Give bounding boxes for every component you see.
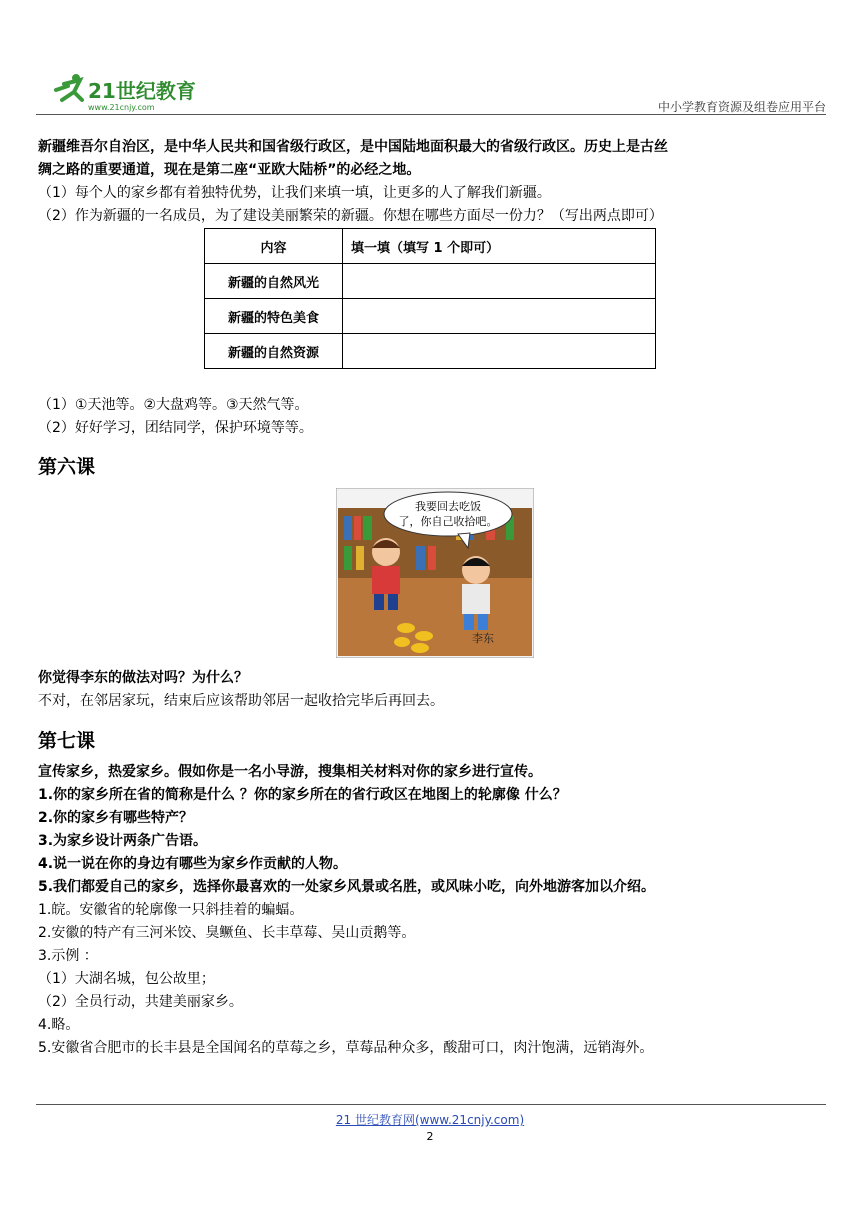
table-row <box>205 264 656 299</box>
lesson-7-answer-3: 3.示例 ： <box>38 948 98 964</box>
table-answer-cell[interactable] <box>343 299 656 334</box>
lesson-6-illustration <box>336 488 534 658</box>
table-row <box>205 334 656 369</box>
xinjiang-answer-2: （2）好好学习，团结同学，保护环境等等。 <box>38 420 313 436</box>
lidong-name-label: 李东 <box>472 632 494 645</box>
page-number: 2 <box>426 1130 434 1143</box>
footer-link[interactable]: 21 世纪教育网(www.21cnjy.com) <box>335 1113 525 1127</box>
table-header-row <box>205 229 656 264</box>
lesson-7-answer-2: 2.安徽的特产有三河米饺、臭鳜鱼、长丰草莓、吴山贡鹅等。 <box>38 925 416 941</box>
lesson-7-intro: 宣传家乡，热爱家乡。假如你是一名小导游，搜集相关材料对你的家乡进行宣传。 <box>38 764 542 780</box>
lesson-7-title: 第七课 <box>38 730 96 752</box>
xinjiang-fill-table <box>204 228 656 369</box>
speech-line-1: 我要回去吃饭 <box>415 500 481 513</box>
logo-url: www.21cnjy.com <box>88 103 155 112</box>
lesson-7-question-4: 4.说一说在你的身边有哪些为家乡作贡献的人物。 <box>38 856 348 872</box>
logo-text: 21世纪教育 <box>88 79 196 103</box>
page-header <box>36 70 826 114</box>
xinjiang-question-2: （2）作为新疆的一名成员，为了建设美丽繁荣的新疆。你想在哪些方面尽一份力？（写出两点即可） <box>38 208 663 224</box>
table-row-label: 新疆的自然风光 <box>205 264 343 299</box>
table-answer-cell[interactable] <box>343 334 656 369</box>
table-row-label: 新疆的特色美食 <box>205 299 343 334</box>
lesson-7-answer-1: 1.皖。安徽省的轮廓像一只斜挂着的蝙蝠。 <box>38 902 304 918</box>
lesson-6-question: 你觉得李东的做法对吗？为什么？ <box>38 670 248 686</box>
xinjiang-intro-line-1: 新疆维吾尔自治区，是中华人民共和国省级行政区，是中国陆地面积最大的省级行政区。历史上是古丝 <box>38 139 668 155</box>
lesson-7-answer-3-1: （1）大湖名城，包公故里； <box>38 971 215 987</box>
xinjiang-intro-line-2: 绸之路的重要通道，现在是第二座“亚欧大陆桥”的必经之地。 <box>38 162 421 178</box>
site-logo <box>36 70 206 114</box>
xinjiang-question-1: （1）每个人的家乡都有着独特优势，让我们来填一填，让更多的人了解我们新疆。 <box>38 185 551 201</box>
lesson-7-question-1: 1.你的家乡所在省的简称是什么 ？你的家乡所在的省行政区在地图上的轮廓像 什么？ <box>38 787 567 803</box>
lesson-7-question-5: 5.我们都爱自己的家乡，选择你最喜欢的一处家乡风景或名胜，或风味小吃，向外地游客加以介绍。 <box>38 879 656 895</box>
lesson-7-question-3: 3.为家乡设计两条广告语。 <box>38 833 208 849</box>
xinjiang-answer-1: （1）①天池等。②大盘鸡等。③天然气等。 <box>38 397 309 413</box>
lesson-7-answer-3-2: （2）全员行动，共建美丽家乡。 <box>38 994 243 1010</box>
lesson-7-question-2: 2.你的家乡有哪些特产？ <box>38 810 194 826</box>
runner-icon <box>56 74 82 100</box>
lesson-7-answer-4: 4.略。 <box>38 1017 80 1033</box>
footer-divider <box>36 1104 826 1105</box>
lesson-7-answer-5: 5.安徽省合肥市的长丰县是全国闻名的草莓之乡，草莓品种众多，酸甜可口，肉汁饱满，远销海外。 <box>38 1040 654 1056</box>
speech-line-2: 了，你自己收拾吧。 <box>398 515 498 528</box>
table-header-fill: 填一填（填写 1 个即可） <box>343 229 656 264</box>
table-row-label: 新疆的自然资源 <box>205 334 343 369</box>
header-divider <box>36 114 826 115</box>
header-platform-text: 中小学教育资源及组卷应用平台 <box>657 100 826 114</box>
table-header-content: 内容 <box>205 229 343 264</box>
table-answer-cell[interactable] <box>343 264 656 299</box>
lesson-6-title: 第六课 <box>38 456 96 478</box>
lesson-6-answer: 不对，在邻居家玩，结束后应该帮助邻居一起收拾完毕后再回去。 <box>38 693 444 709</box>
table-row <box>205 299 656 334</box>
